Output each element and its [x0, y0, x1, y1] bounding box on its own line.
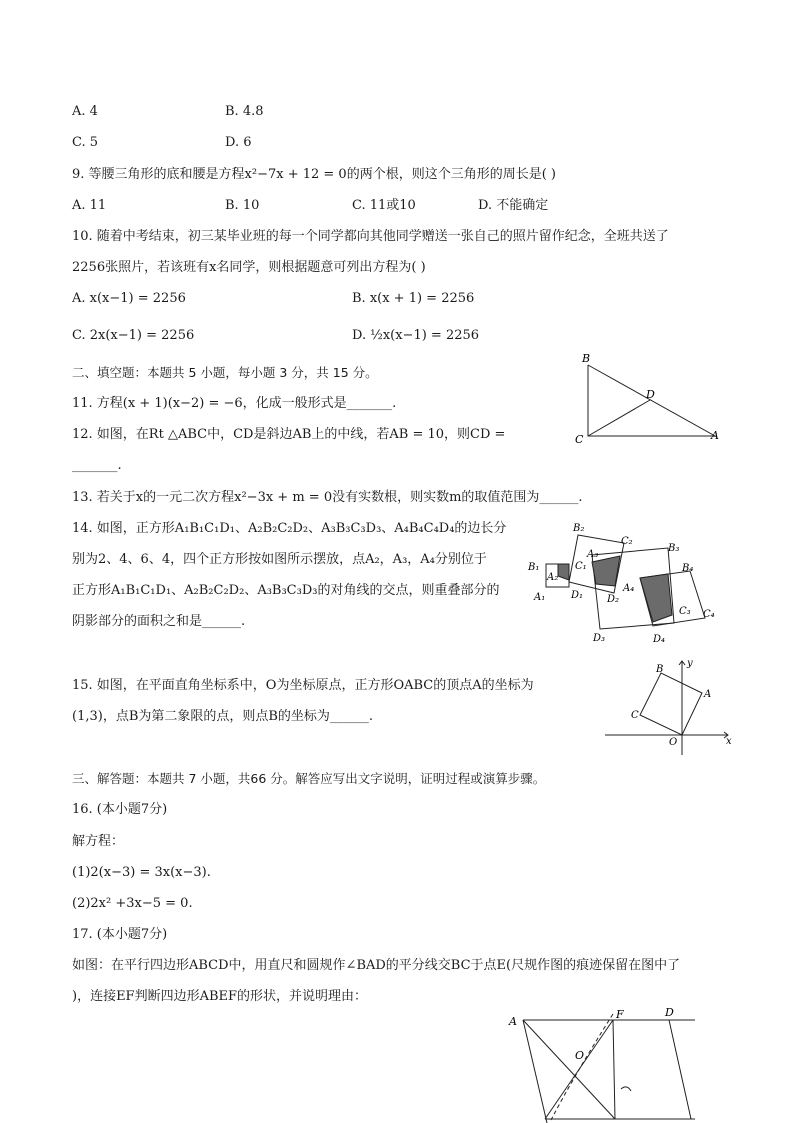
q10-stem-2: 2256张照片，若该班有x名同学，则根据题意可列出方程为( ) — [72, 260, 426, 275]
q9-stem: 9. 等腰三角形的底和腰是方程x²−7x + 12 = 0的两个根，则这个三角形的周长是( ) — [72, 167, 556, 182]
label-a4: A₄ — [623, 583, 635, 594]
bisector-ae — [523, 1020, 615, 1119]
q15-coordinate-figure — [600, 655, 740, 755]
median-cd — [588, 400, 650, 436]
label-c1: C₁ — [575, 561, 587, 572]
q10-option-a: A. x(x−1) = 2256 — [72, 291, 186, 306]
q16-part-2: (2)2x² +3x−5 = 0. — [72, 896, 193, 911]
q12-triangle-figure — [570, 350, 730, 450]
label-a1: A₁ — [534, 592, 546, 603]
q10-option-b: B. x(x + 1) = 2256 — [352, 291, 475, 306]
shaded-region-3 — [640, 574, 672, 622]
q17-parallelogram-figure — [505, 1004, 710, 1123]
q8-option-b: B. 4.8 — [225, 104, 264, 119]
q9-option-a: A. 11 — [72, 198, 107, 213]
label-b1: B₁ — [528, 562, 540, 573]
q11-text: 11. 方程(x + 1)(x−2) = −6，化成一般形式是_______. — [72, 396, 397, 411]
label-o: O — [575, 1049, 585, 1062]
q10-option-d: D. ½x(x−1) = 2256 — [352, 328, 480, 343]
q10-option-c: C. 2x(x−1) = 2256 — [72, 328, 195, 343]
label-b4: B₄ — [682, 563, 694, 574]
section-3-heading: 三、解答题：本题共 7 小题，共66 分。解答应写出文字说明，证明过程或演算步骤。 — [72, 771, 546, 786]
q10-stem-1: 10. 随着中考结束，初三某毕业班的每一个同学都向其他同学赠送一张自己的照片留作纪念，全班共送了 — [72, 229, 669, 244]
q8-option-d: D. 6 — [225, 135, 252, 150]
section-2-heading: 二、填空题：本题共 5 小题，每小题 3 分，共 15 分。 — [72, 365, 378, 380]
q12-text-1: 12. 如图，在Rt △ABC中，CD是斜边AB上的中线，若AB = 10，则CD = — [72, 427, 506, 442]
q9-option-d: D. 不能确定 — [478, 198, 549, 213]
label-a3: A₃ — [587, 549, 599, 560]
q16-part-1: (1)2(x−3) = 3x(x−3). — [72, 865, 211, 880]
label-c: C — [631, 710, 639, 721]
label-o: O — [669, 737, 678, 748]
label-d: D — [646, 388, 655, 401]
shaded-region-1 — [558, 564, 569, 580]
q14-squares-figure — [525, 518, 725, 650]
q14-text-1: 14. 如图，正方形A₁B₁C₁D₁、A₂B₂C₂D₂、A₃B₃C₃D₃、A₄B₄C₄D₄的边长分 — [72, 521, 507, 536]
label-b: B — [656, 664, 664, 675]
q17-heading: 17. (本小题7分) — [72, 927, 168, 942]
q14-text-3: 正方形A₁B₁C₁D₁、A₂B₂C₂D₂、A₃B₃C₃D₃的对角线的交点，则重叠部分的 — [72, 583, 500, 598]
label-a: A — [509, 1015, 517, 1028]
q15-text-1: 15. 如图，在平面直角坐标系中，O为坐标原点，正方形OABC的顶点A的坐标为 — [72, 678, 534, 693]
side-dc — [669, 1020, 691, 1119]
q13-text: 13. 若关于x的一元二次方程x²−3x + m = 0没有实数根，则实数m的取值范围为______. — [72, 490, 583, 505]
label-c: C — [575, 433, 584, 446]
label-d1: D₁ — [571, 590, 584, 601]
q16-heading: 16. (本小题7分) — [72, 802, 168, 817]
side-ab — [523, 1020, 547, 1123]
q14-text-4: 阴影部分的面积之和是______. — [72, 614, 246, 629]
label-f: F — [616, 1008, 624, 1021]
label-b2: B₂ — [573, 523, 585, 534]
label-d: D — [665, 1006, 674, 1019]
q15-text-2: (1,3)，点B为第二象限的点，则点B的坐标为______. — [72, 709, 374, 724]
q9-option-b: B. 10 — [225, 198, 260, 213]
construction-mark — [621, 1087, 631, 1091]
label-a: A — [704, 689, 712, 700]
q8-option-c: C. 5 — [72, 135, 99, 150]
label-c2: C₂ — [621, 536, 633, 547]
q9-option-c: C. 11或10 — [352, 198, 416, 213]
label-a: A — [711, 429, 719, 442]
construction-arc — [551, 1014, 613, 1120]
label-d3: D₃ — [593, 633, 606, 644]
shaded-region-2 — [592, 556, 620, 586]
q16-intro: 解方程： — [72, 834, 125, 849]
q8-option-a: A. 4 — [72, 104, 98, 119]
segment-ef — [613, 1020, 615, 1119]
q14-text-2: 别为2、4、6、4，四个正方形按如图所示摆放，点A₂，A₃，A₄分别位于 — [72, 552, 487, 567]
label-b3: B₃ — [668, 543, 680, 554]
square-oabc — [640, 673, 702, 735]
q17-text-2: )，连接EF判断四边形ABEF的形状，并说明理由： — [72, 989, 368, 1004]
label-a2: A₂ — [547, 572, 559, 583]
q12-text-2: _______. — [72, 458, 122, 473]
label-c3: C₃ — [679, 606, 691, 617]
q17-text-1: 如图：在平行四边形ABCD中，用直尺和圆规作∠BAD的平分线交BC于点E(尺规作图的痕迹保留在图中了 — [72, 958, 681, 973]
label-b: B — [582, 352, 591, 365]
label-d2: D₂ — [607, 594, 620, 605]
label-c4: C₄ — [703, 609, 715, 620]
label-y: y — [687, 658, 693, 669]
label-x: x — [726, 736, 732, 747]
label-d4: D₄ — [653, 634, 666, 645]
